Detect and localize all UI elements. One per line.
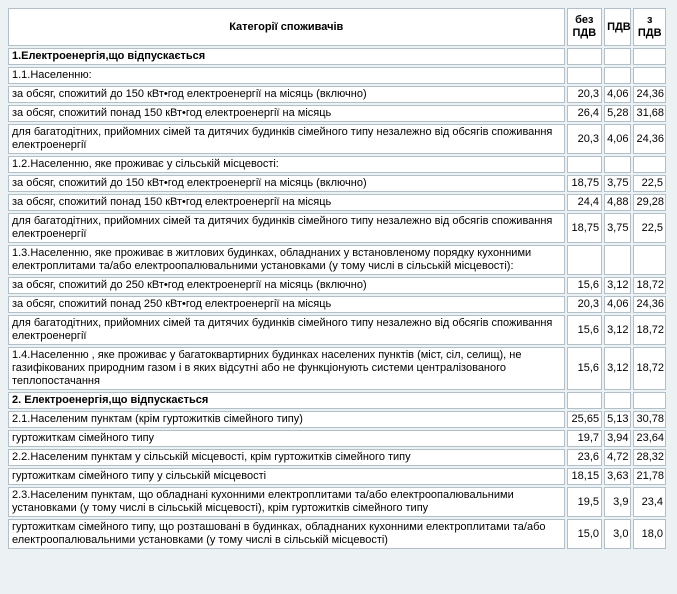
table-row (8, 86, 666, 103)
table-row (8, 315, 666, 345)
category-cell: гуртожиткам сімейного типу, що розташовані в будинках, обладнаних кухонними електроплитами та/або електроопалювальними установками (у тому числі в сільській місцевості) (8, 519, 565, 549)
price-with-vat-cell (633, 245, 666, 275)
vat-cell: 4,88 (604, 194, 631, 211)
price-without-vat-cell: 26,4 (567, 105, 603, 122)
table-row (8, 487, 666, 517)
price-with-vat-cell: 31,68 (633, 105, 666, 122)
price-without-vat-cell: 23,6 (567, 449, 603, 466)
vat-cell (604, 392, 631, 409)
category-cell: гуртожиткам сімейного типу (8, 430, 565, 447)
vat-cell: 3,9 (604, 487, 631, 517)
table-row (8, 519, 666, 549)
category-cell: гуртожиткам сімейного типу у сільській місцевості (8, 468, 565, 485)
vat-cell: 5,28 (604, 105, 631, 122)
vat-cell: 3,0 (604, 519, 631, 549)
price-without-vat-cell: 25,65 (567, 411, 603, 428)
price-without-vat-cell: 20,3 (567, 296, 603, 313)
group-row (8, 67, 666, 84)
vat-cell: 5,13 (604, 411, 631, 428)
price-with-vat-cell: 24,36 (633, 124, 666, 154)
section-row (8, 392, 666, 409)
category-cell: за обсяг, спожитий до 250 кВт•год електроенергії на місяць (включно) (8, 277, 565, 294)
price-without-vat-cell: 15,6 (567, 347, 603, 390)
price-with-vat-cell: 30,78 (633, 411, 666, 428)
category-cell: 1.2.Населенню, яке проживає у сільській місцевості: (8, 156, 565, 173)
vat-cell: 4,06 (604, 86, 631, 103)
category-cell: 2.1.Населеним пунктам (крім гуртожитків сімейного типу) (8, 411, 565, 428)
price-with-vat-cell (633, 48, 666, 65)
table-row (8, 430, 666, 447)
category-cell: 2.3.Населеним пунктам, що обладнані кухонними електроплитами та/або електроопалювальними установками (у тому числі в сільській місцевості), крім гуртожитків сімейного типу (8, 487, 565, 517)
price-without-vat-cell: 15,0 (567, 519, 603, 549)
category-cell: для багатодітних, прийомних сімей та дитячих будинків сімейного типу незалежно від обсягів споживання електроенергії (8, 124, 565, 154)
category-cell: 2.2.Населеним пунктам у сільській місцевості, крім гуртожитків сімейного типу (8, 449, 565, 466)
category-cell: за обсяг, спожитий до 150 кВт•год електроенергії на місяць (включно) (8, 86, 565, 103)
price-with-vat-cell: 24,36 (633, 296, 666, 313)
table-row (8, 468, 666, 485)
price-without-vat-cell: 20,3 (567, 86, 603, 103)
table-row (8, 411, 666, 428)
category-cell: 1.1.Населенню: (8, 67, 565, 84)
vat-cell: 3,12 (604, 347, 631, 390)
price-with-vat-cell (633, 156, 666, 173)
price-with-vat-cell: 29,28 (633, 194, 666, 211)
price-with-vat-cell: 22,5 (633, 175, 666, 192)
price-without-vat-cell: 20,3 (567, 124, 603, 154)
category-cell: за обсяг, спожитий до 150 кВт•год електроенергії на місяць (включно) (8, 175, 565, 192)
price-without-vat-cell: 15,6 (567, 315, 603, 345)
vat-cell: 3,12 (604, 315, 631, 345)
price-without-vat-cell (567, 392, 603, 409)
table-row (8, 277, 666, 294)
table-row (8, 296, 666, 313)
price-without-vat-cell: 18,75 (567, 175, 603, 192)
price-with-vat-cell: 18,72 (633, 277, 666, 294)
section-row (8, 48, 666, 65)
table-row (8, 175, 666, 192)
price-with-vat-cell: 18,72 (633, 347, 666, 390)
vat-cell: 4,06 (604, 296, 631, 313)
price-without-vat-cell: 19,7 (567, 430, 603, 447)
price-with-vat-cell (633, 392, 666, 409)
tariff-table-container (6, 6, 668, 589)
price-with-vat-cell: 24,36 (633, 86, 666, 103)
price-without-vat-cell: 19,5 (567, 487, 603, 517)
category-cell: за обсяг, спожитий понад 150 кВт•год електроенергії на місяць (8, 105, 565, 122)
vat-cell: 3,12 (604, 277, 631, 294)
price-with-vat-cell (633, 67, 666, 84)
price-with-vat-cell: 22,5 (633, 213, 666, 243)
vat-cell: 3,94 (604, 430, 631, 447)
price-with-vat-cell: 23,64 (633, 430, 666, 447)
vat-cell: 3,75 (604, 213, 631, 243)
price-with-vat-cell: 18,0 (633, 519, 666, 549)
category-cell: за обсяг, спожитий понад 150 кВт•год електроенергії на місяць (8, 194, 565, 211)
vat-cell (604, 67, 631, 84)
header-row (8, 8, 666, 46)
vat-cell (604, 245, 631, 275)
vat-cell: 4,06 (604, 124, 631, 154)
category-cell: 1.3.Населенню, яке проживає в житлових будинках, обладнаних у встановленому порядку кухонними електроплитами та/або електроопалювальними установками (у тому числі в сільській місцевості): (8, 245, 565, 275)
vat-cell: 3,75 (604, 175, 631, 192)
price-without-vat-cell: 18,75 (567, 213, 603, 243)
price-with-vat-cell: 23,4 (633, 487, 666, 517)
category-cell: 1.Електроенергія,що відпускається (8, 48, 565, 65)
price-without-vat-cell: 18,15 (567, 468, 603, 485)
vat-cell: 4,72 (604, 449, 631, 466)
price-without-vat-cell (567, 156, 603, 173)
category-cell: для багатодітних, прийомних сімей та дитячих будинків сімейного типу незалежно від обсягів споживання електроенергії (8, 213, 565, 243)
vat-cell (604, 156, 631, 173)
category-cell: за обсяг, спожитий понад 250 кВт•год електроенергії на місяць (8, 296, 565, 313)
table-row (8, 105, 666, 122)
price-without-vat-cell (567, 245, 603, 275)
tariff-table (6, 6, 668, 551)
table-row (8, 194, 666, 211)
table-row (8, 347, 666, 390)
header-category: Категорії споживачів (8, 8, 565, 46)
price-with-vat-cell: 28,32 (633, 449, 666, 466)
category-cell: 2. Електроенергія,що відпускається (8, 392, 565, 409)
price-without-vat-cell: 24,4 (567, 194, 603, 211)
category-cell: для багатодітних, прийомних сімей та дитячих будинків сімейного типу незалежно від обсягів споживання електроенергії (8, 315, 565, 345)
table-row (8, 124, 666, 154)
table-body (8, 48, 666, 549)
price-without-vat-cell (567, 48, 603, 65)
header-with-vat: з ПДВ (633, 8, 666, 46)
header-vat: ПДВ (604, 8, 631, 46)
table-row (8, 449, 666, 466)
vat-cell: 3,63 (604, 468, 631, 485)
price-with-vat-cell: 18,72 (633, 315, 666, 345)
header-without-vat: без ПДВ (567, 8, 603, 46)
group-row (8, 245, 666, 275)
vat-cell (604, 48, 631, 65)
table-row (8, 213, 666, 243)
group-row (8, 156, 666, 173)
price-without-vat-cell (567, 67, 603, 84)
price-without-vat-cell: 15,6 (567, 277, 603, 294)
category-cell: 1.4.Населенню , яке проживає у багатоквартирних будинках населених пунктів (міст, сіл, селищ), не газифікованих природним газом і в яких відсутні або не функціонують системи централізованого теплопостачання (8, 347, 565, 390)
price-with-vat-cell: 21,78 (633, 468, 666, 485)
